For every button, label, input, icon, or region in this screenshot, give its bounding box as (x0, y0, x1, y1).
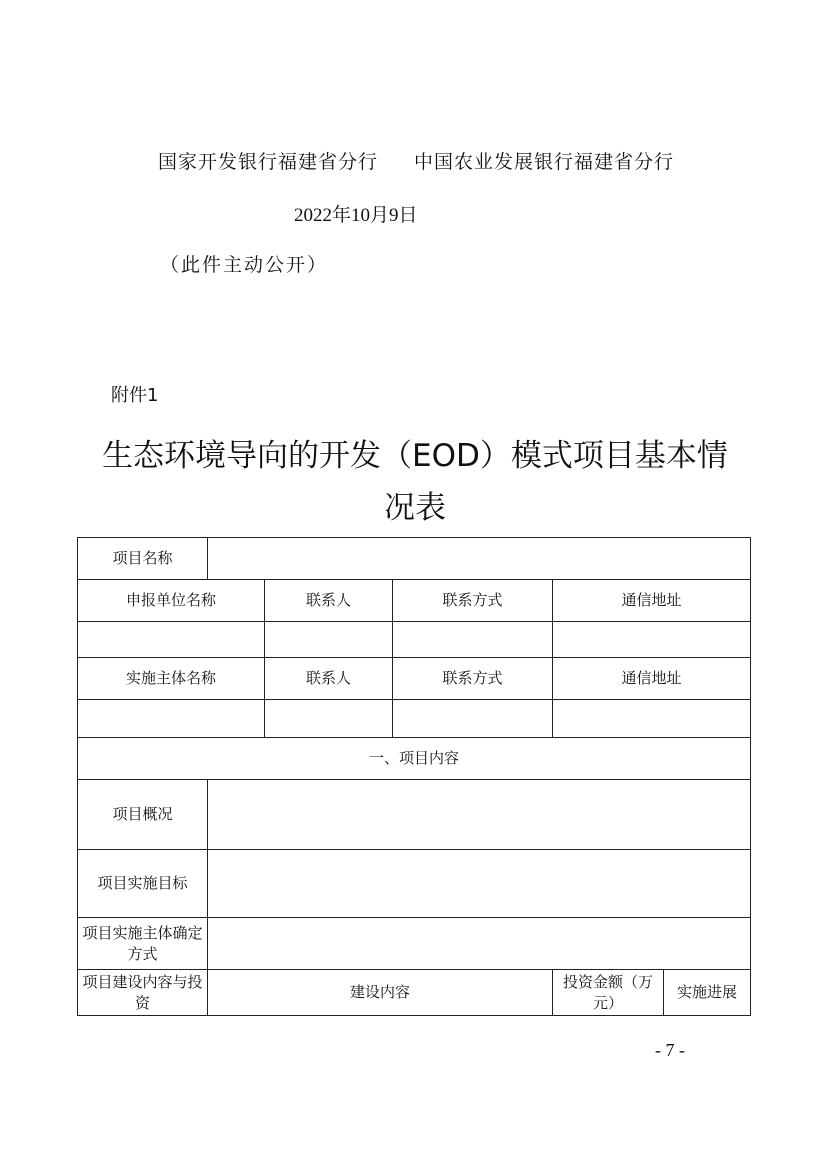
implementer-contact-method-header: 联系方式 (393, 658, 553, 700)
applicant-name-header: 申报单位名称 (78, 580, 265, 622)
project-name-label: 项目名称 (78, 538, 208, 580)
goal-label: 项目实施目标 (78, 850, 208, 918)
page-number: - 7 - (655, 1040, 685, 1060)
applicant-address-cell[interactable] (553, 622, 751, 658)
public-notice: （此件主动公开） (160, 254, 329, 276)
construction-investment-label: 项目建设内容与投资 (78, 970, 208, 1016)
applicant-contact-method-cell[interactable] (393, 622, 553, 658)
implementer-name-header: 实施主体名称 (78, 658, 265, 700)
overview-cell[interactable] (208, 780, 751, 850)
applicant-contact-person-cell[interactable] (265, 622, 393, 658)
issuing-banks (158, 147, 674, 174)
goal-cell[interactable] (208, 850, 751, 918)
project-info-table (77, 537, 751, 1016)
issue-date: 2022年10月9日 (294, 205, 418, 226)
implementer-name-cell[interactable] (78, 700, 265, 738)
progress-header: 实施进展 (664, 970, 751, 1016)
investment-amount-header: 投资金额（万元） (553, 970, 664, 1016)
implementer-method-label: 项目实施主体确定方式 (78, 918, 208, 970)
form-title: 生态环境导向的开发（EOD）模式项目基本情况表 (102, 438, 728, 526)
applicant-name-cell[interactable] (78, 622, 265, 658)
applicant-address-header: 通信地址 (553, 580, 751, 622)
implementer-address-cell[interactable] (553, 700, 751, 738)
implementer-contact-method-cell[interactable] (393, 700, 553, 738)
implementer-contact-person-cell[interactable] (265, 700, 393, 738)
implementer-contact-person-header: 联系人 (265, 658, 393, 700)
applicant-contact-method-header: 联系方式 (393, 580, 553, 622)
bank-name-1: 国家开发银行福建省分行 (158, 151, 379, 173)
implementer-address-header: 通信地址 (553, 658, 751, 700)
applicant-contact-person-header: 联系人 (265, 580, 393, 622)
project-name-value[interactable] (208, 538, 751, 580)
section-project-content: 一、项目内容 (78, 738, 751, 780)
attachment-label: 附件1 (111, 385, 159, 406)
overview-label: 项目概况 (78, 780, 208, 850)
construction-content-header: 建设内容 (208, 970, 553, 1016)
implementer-method-cell[interactable] (208, 918, 751, 970)
bank-name-2: 中国农业发展银行福建省分行 (414, 151, 675, 173)
